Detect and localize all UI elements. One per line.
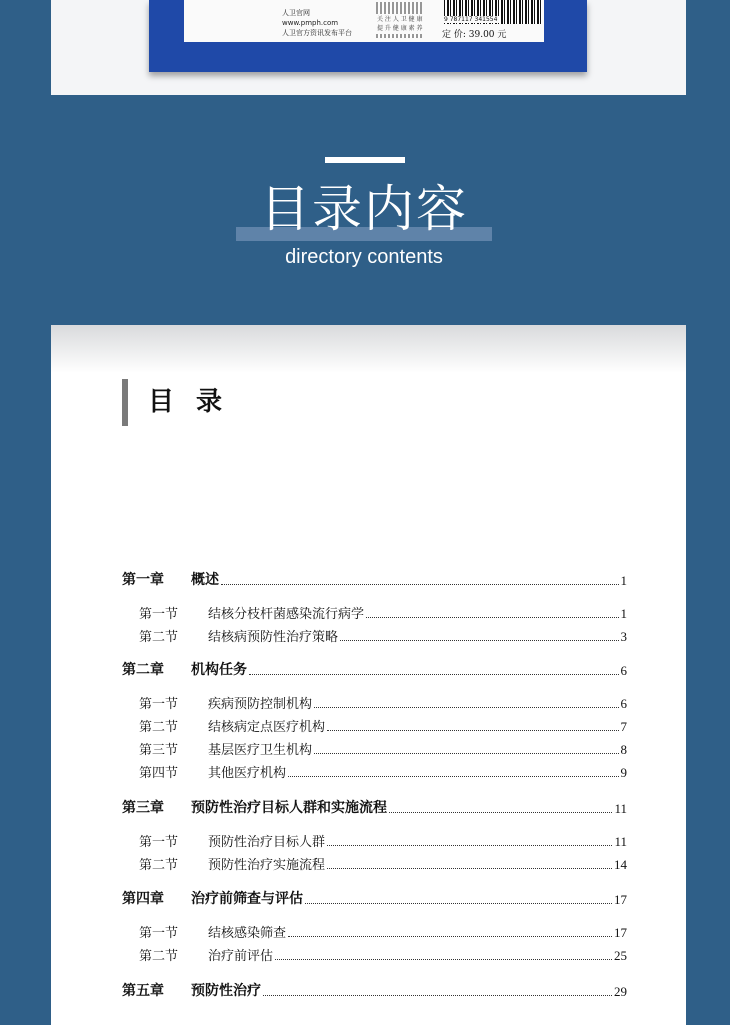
publisher-line: 人卫官方资讯发布平台 — [282, 29, 352, 37]
toc-entry-page: 1 — [620, 606, 627, 621]
toc-entry-title: 预防性治疗 — [191, 983, 261, 999]
toc-entry-page: 8 — [620, 742, 627, 757]
follow-text — [376, 14, 424, 34]
toc-heading: 目录 — [148, 387, 245, 417]
panel-shadow — [51, 325, 686, 373]
toc-section-row — [122, 922, 627, 941]
toc-entry-title: 预防性治疗目标人群 — [208, 835, 326, 850]
toc-dot-leader — [263, 995, 612, 996]
toc-section-row — [122, 603, 627, 622]
toc-section-row — [122, 854, 627, 873]
toc-entry-title: 治疗前评估 — [208, 949, 274, 964]
toc-entry-title: 基层医疗卫生机构 — [208, 743, 313, 758]
toc-chapter-row — [122, 797, 627, 817]
toc-chapter-row — [122, 888, 627, 908]
toc-dot-leader — [366, 617, 618, 618]
toc-dot-leader — [249, 674, 619, 675]
toc-entry-page: 29 — [614, 984, 627, 999]
toc-entry-number: 第五章 — [122, 983, 164, 999]
toc-chapter-row — [122, 659, 627, 679]
page-subtitle: directory contents — [285, 246, 443, 268]
toc-entry-title: 治疗前筛查与评估 — [191, 891, 303, 907]
toc-entry-number: 第一节 — [139, 697, 179, 712]
toc-chapter-row — [122, 980, 627, 1000]
toc-section-row — [122, 716, 627, 735]
toc-entry-number: 第一章 — [122, 572, 164, 588]
book-back-cover — [149, 0, 587, 72]
toc-entry-page: 17 — [614, 925, 627, 940]
toc-dot-leader — [327, 868, 612, 869]
toc-panel — [51, 325, 686, 1025]
toc-dot-leader — [288, 936, 612, 937]
toc-dot-leader — [327, 730, 618, 731]
toc-entry-page: 6 — [620, 663, 627, 678]
toc-dot-leader — [305, 903, 612, 904]
toc-entry-number: 第一节 — [139, 607, 179, 622]
toc-entry-title: 机构任务 — [191, 662, 247, 678]
toc-entry-title: 结核病定点医疗机构 — [208, 720, 326, 735]
toc-chapter-row — [122, 569, 627, 589]
toc-entry-number: 第四节 — [139, 766, 179, 781]
toc-entry-page: 3 — [620, 629, 627, 644]
toc-entry-number: 第二节 — [139, 949, 179, 964]
toc-entry-title: 结核分枝杆菌感染流行病学 — [208, 607, 365, 622]
toc-entry-title: 结核病预防性治疗策略 — [208, 630, 339, 645]
toc-dot-leader — [314, 753, 618, 754]
toc-entry-page: 17 — [614, 892, 627, 907]
toc-section-row — [122, 626, 627, 645]
title-decoration-bar — [325, 157, 405, 163]
toc-dot-leader — [275, 959, 612, 960]
follow-line: 关 注 人 卫 健 康 — [377, 16, 423, 23]
toc-entry-number: 第二章 — [122, 662, 164, 678]
barcode-number: 9 787117 341554 — [444, 16, 498, 23]
page-title: 目录内容 — [260, 180, 468, 238]
toc-section-row — [122, 762, 627, 781]
toc-entry-title: 预防性治疗实施流程 — [208, 858, 326, 873]
toc-entry-title: 其他医疗机构 — [208, 766, 287, 781]
toc-section-row — [122, 739, 627, 758]
toc-entry-number: 第三节 — [139, 743, 179, 758]
toc-dot-leader — [288, 776, 618, 777]
toc-entry-page: 7 — [620, 719, 627, 734]
toc-entry-page: 11 — [614, 834, 627, 849]
toc-entry-page: 6 — [620, 696, 627, 711]
toc-section-row — [122, 945, 627, 964]
toc-dot-leader — [314, 707, 618, 708]
toc-dot-leader — [327, 845, 612, 846]
follow-line: 提 升 健 康 素 养 — [377, 25, 423, 32]
toc-entry-number: 第四章 — [122, 891, 164, 907]
book-price: 定 价: 39.00 元 — [442, 30, 507, 40]
toc-section-row — [122, 831, 627, 850]
toc-entry-title: 概述 — [191, 572, 219, 588]
toc-entry-page: 25 — [614, 948, 627, 963]
toc-entry-page: 9 — [620, 765, 627, 780]
toc-entry-number: 第一节 — [139, 835, 179, 850]
toc-dot-leader — [389, 812, 612, 813]
toc-entry-page: 11 — [614, 801, 627, 816]
toc-heading-marker — [122, 379, 128, 426]
book-image-panel — [51, 0, 686, 95]
toc-entry-number: 第一节 — [139, 926, 179, 941]
toc-entry-number: 第二节 — [139, 720, 179, 735]
publisher-url: www.pmph.com — [282, 19, 339, 27]
publisher-info — [282, 8, 352, 38]
toc-entry-number: 第二节 — [139, 858, 179, 873]
toc-dot-leader — [221, 584, 619, 585]
toc-entry-title: 疾病预防控制机构 — [208, 697, 313, 712]
toc-entry-page: 14 — [614, 857, 627, 872]
publisher-line: 人卫官网 — [282, 9, 310, 17]
toc-entry-title: 结核感染筛查 — [208, 926, 287, 941]
toc-dot-leader — [340, 640, 618, 641]
toc-entry-title: 预防性治疗目标人群和实施流程 — [191, 800, 387, 816]
toc-section-row — [122, 693, 627, 712]
toc-entry-number: 第三章 — [122, 800, 164, 816]
book-label-area — [184, 0, 544, 42]
toc-entry-page: 1 — [620, 573, 627, 588]
toc-entry-number: 第二节 — [139, 630, 179, 645]
